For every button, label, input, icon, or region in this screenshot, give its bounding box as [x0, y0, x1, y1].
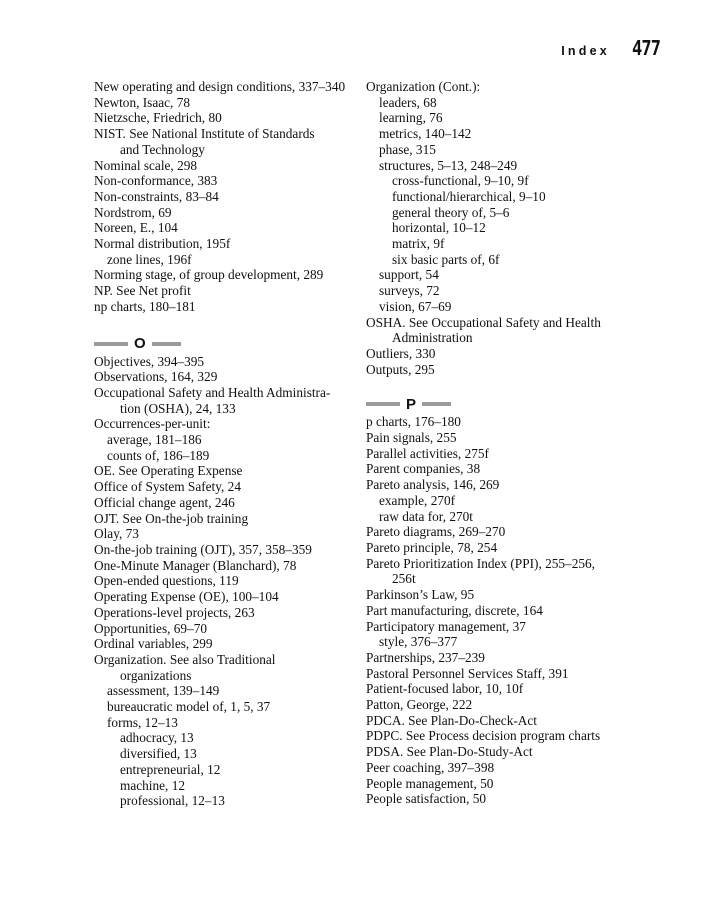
- index-entry: Nietzsche, Friedrich, 80: [94, 110, 222, 126]
- index-entry: Norming stage, of group development, 289: [94, 267, 324, 283]
- index-entry: People satisfaction, 50: [366, 791, 487, 807]
- index-subentry: raw data for, 270t: [379, 508, 473, 524]
- index-subentry: organizations: [120, 667, 192, 683]
- index-entry: np charts, 180–181: [94, 298, 196, 314]
- index-subentry: average, 181–186: [107, 432, 202, 448]
- index-subentry: functional/hierarchical, 9–10: [392, 188, 546, 204]
- index-entry: Operations-level projects, 263: [94, 604, 255, 620]
- index-subentry: structures, 5–13, 248–249: [379, 157, 518, 173]
- index-entry: p charts, 176–180: [366, 414, 461, 430]
- index-section-o: [94, 354, 356, 809]
- index-subentry: and Technology: [120, 141, 205, 157]
- index-section-p: [366, 414, 666, 807]
- heading-rule-right: [152, 342, 181, 346]
- index-subentry: learning, 76: [379, 110, 443, 126]
- index-subentry: leaders, 68: [379, 94, 437, 110]
- index-entry: Noreen, E., 104: [94, 220, 178, 236]
- index-entry: PDPC. See Process decision program charts: [366, 728, 601, 744]
- index-entry: Nominal scale, 298: [94, 157, 198, 173]
- index-subentry: cross-functional, 9–10, 9f: [392, 173, 529, 189]
- index-entry: Observations, 164, 329: [94, 369, 218, 385]
- index-entry: Newton, Isaac, 78: [94, 94, 190, 110]
- section-heading-p: [366, 394, 666, 414]
- index-entry: Operating Expense (OE), 100–104: [94, 589, 279, 605]
- index-entry: Parallel activities, 275f: [366, 445, 489, 461]
- index-entry: Non-constraints, 83–84: [94, 188, 219, 204]
- index-entry: Pain signals, 255: [366, 430, 457, 446]
- index-subentry: 256t: [392, 571, 416, 587]
- index-subentry: surveys, 72: [379, 283, 440, 299]
- index-entry: New operating and design conditions, 337–340: [94, 79, 346, 94]
- index-column-left: [94, 79, 356, 809]
- index-entry: Official change agent, 246: [94, 494, 235, 510]
- index-subentry: counts of, 186–189: [107, 447, 210, 463]
- index-entry: Part manufacturing, discrete, 164: [366, 602, 543, 618]
- index-entry: PDCA. See Plan-Do-Check-Act: [366, 712, 537, 728]
- heading-rule-right: [422, 402, 451, 406]
- index-entry: Normal distribution, 195f: [94, 236, 231, 252]
- index-subentry: forms, 12–13: [107, 714, 178, 730]
- index-subentry: metrics, 140–142: [379, 126, 472, 142]
- index-subentry: professional, 12–13: [120, 793, 225, 809]
- index-subentry: six basic parts of, 6f: [392, 251, 500, 267]
- index-entry: NIST. See National Institute of Standards: [94, 126, 315, 142]
- index-subentry: horizontal, 10–12: [392, 220, 486, 236]
- index-entry: Patient-focused labor, 10, 10f: [366, 681, 524, 697]
- index-entry: NP. See Net profit: [94, 283, 191, 299]
- index-entry: Opportunities, 69–70: [94, 620, 208, 636]
- index-subentry: support, 54: [379, 267, 439, 283]
- index-subentry: bureaucratic model of, 1, 5, 37: [107, 699, 271, 715]
- index-entry: People management, 50: [366, 775, 494, 791]
- index-subentry: adhocracy, 13: [120, 730, 194, 746]
- index-entry: OSHA. See Occupational Safety and Health: [366, 314, 601, 330]
- index-subentry: tion (OSHA), 24, 133: [120, 400, 236, 416]
- index-section-n: [94, 79, 356, 315]
- index-subentry: matrix, 9f: [392, 236, 445, 252]
- index-entry: Office of System Safety, 24: [94, 479, 241, 495]
- index-entry: Pareto principle, 78, 254: [366, 539, 498, 555]
- running-header: [561, 36, 665, 60]
- index-entry: On-the-job training (OJT), 357, 358–359: [94, 541, 312, 557]
- index-entry: Peer coaching, 397–398: [366, 759, 495, 775]
- index-subentry: Administration: [392, 330, 473, 346]
- section-heading-o: [94, 334, 356, 354]
- index-subentry: general theory of, 5–6: [392, 204, 510, 220]
- index-subentry: style, 376–377: [379, 634, 458, 650]
- index-entry: Parent companies, 38: [366, 461, 481, 477]
- index-subentry: diversified, 13: [120, 746, 197, 762]
- index-entry: Outputs, 295: [366, 361, 435, 377]
- index-entry: Ordinal variables, 299: [94, 636, 213, 652]
- index-entry: Open-ended questions, 119: [94, 573, 239, 589]
- index-entry: Partnerships, 237–239: [366, 649, 485, 665]
- index-entry: Outliers, 330: [366, 345, 436, 361]
- index-entry: Patton, George, 222: [366, 697, 473, 713]
- index-subentry: zone lines, 196f: [107, 251, 192, 267]
- index-subentry: assessment, 139–149: [107, 683, 220, 699]
- heading-rule-left: [366, 402, 400, 406]
- index-entry: PDSA. See Plan-Do-Study-Act: [366, 744, 533, 760]
- index-section-o-continued: [366, 79, 666, 377]
- index-entry: Occurrences-per-unit:: [94, 416, 211, 432]
- page-number: 477: [631, 36, 661, 60]
- index-entry: Participatory management, 37: [366, 618, 526, 634]
- index-entry: Organization (Cont.):: [366, 79, 481, 94]
- index-entry: Pareto diagrams, 269–270: [366, 524, 506, 540]
- running-header-title: Index: [561, 44, 610, 58]
- index-entry: Objectives, 394–395: [94, 353, 205, 369]
- index-entry: Nordstrom, 69: [94, 204, 172, 220]
- index-subentry: entrepreneurial, 12: [120, 761, 221, 777]
- index-entry: Olay, 73: [94, 526, 139, 542]
- index-entry: Parkinson’s Law, 95: [366, 587, 475, 603]
- heading-rule-left: [94, 342, 128, 346]
- index-subentry: phase, 315: [379, 141, 436, 157]
- index-subentry: machine, 12: [120, 777, 185, 793]
- index-entry: Non-conformance, 383: [94, 173, 218, 189]
- index-subentry: vision, 67–69: [379, 298, 452, 314]
- index-entry: OJT. See On-the-job training: [94, 510, 249, 526]
- index-column-right: [366, 79, 666, 807]
- section-letter-o: O: [134, 335, 146, 353]
- index-entry: OE. See Operating Expense: [94, 463, 243, 479]
- index-subentry: example, 270f: [379, 492, 456, 508]
- section-letter-p: P: [406, 395, 417, 413]
- index-entry: One-Minute Manager (Blanchard), 78: [94, 557, 297, 573]
- index-entry: Organization. See also Traditional: [94, 651, 276, 667]
- index-entry: Pareto Prioritization Index (PPI), 255–256,: [366, 555, 595, 571]
- index-entry: Occupational Safety and Health Administra-: [94, 384, 331, 400]
- index-entry: Pastoral Personnel Services Staff, 391: [366, 665, 569, 681]
- index-entry: Pareto analysis, 146, 269: [366, 477, 500, 493]
